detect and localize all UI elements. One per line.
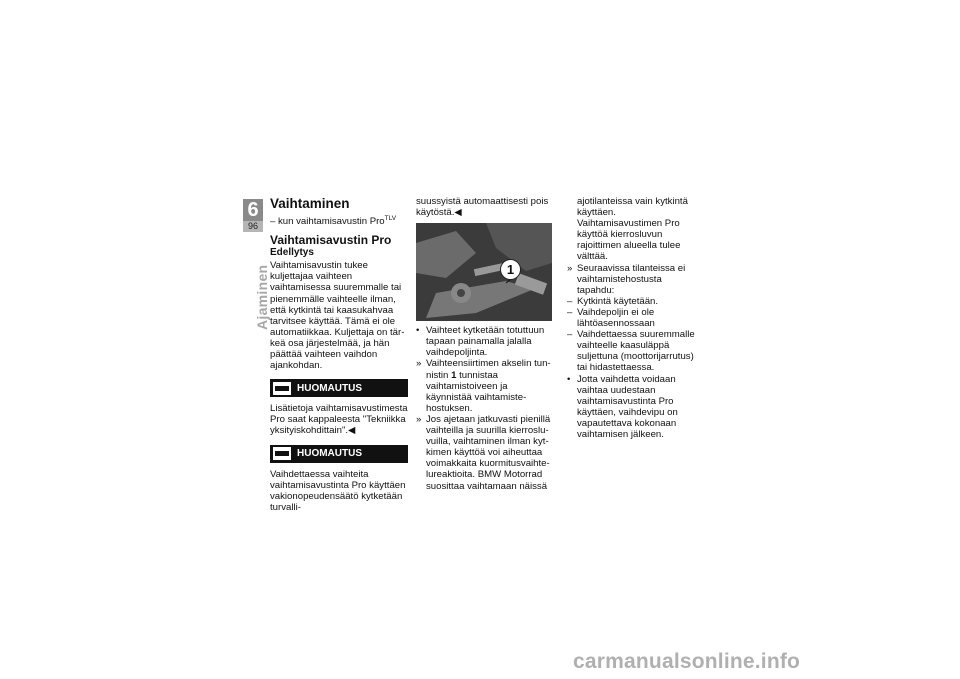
- section-label-text: Ajaminen: [254, 264, 270, 330]
- note-header-1: [270, 379, 408, 397]
- bullet-mark: –: [567, 295, 573, 307]
- bullet-mark: •: [567, 373, 571, 385]
- section-heading: Vaihtamisavustin Pro: [270, 233, 392, 248]
- watermark: carmanualsonline.info: [573, 650, 801, 673]
- callout-1: 1: [500, 259, 521, 280]
- list-item: [567, 329, 701, 373]
- list-item: [567, 296, 701, 307]
- bullet-mark: –: [567, 329, 573, 341]
- note-label: HUOMAUTUS: [297, 382, 362, 394]
- page-title: Vaihtaminen: [270, 196, 350, 211]
- column-3: [567, 196, 701, 440]
- bullet-mark: »: [416, 413, 422, 425]
- list-item-text: tunnistaa vaihtamistoiveen ja käynnistää vaihtamistehostuksen.: [426, 369, 527, 414]
- condition-line: [270, 213, 408, 227]
- list-item-text: Vaihdepoljin ei ole lähtöasennossaan: [577, 306, 655, 330]
- bullet-mark: •: [416, 325, 420, 337]
- list-item-text: Seuraavissa tilanteissa ei vaihtamistehostusta tapahdu:: [577, 262, 686, 296]
- list-item: [567, 374, 701, 441]
- list-item: [416, 325, 552, 358]
- list-item: [416, 358, 552, 413]
- body-paragraph: Vaihtamisavustin tukee kuljettajaa vaihteen vaihtamisessa suuremmalle tai pienemmälle vaihteelle ilman, että kytkintä tai kaasukahvaa tarvitsee käyttää. Tämä ei ole automatiikkaa. Kuljettaja on tärkeä osa järjestelmää, ja hän päättää vaihteen vaihdon ajankohdan.: [270, 260, 405, 372]
- list-item-text: Jotta vaihdetta voidaan vaihtaa uudestaan vaihtamisavustinta Pro käyttäen, vaihdevipu on vapautettava kokonaan vaihtamisen jälkeen.: [577, 373, 678, 440]
- shift-sensor-photo: [416, 223, 552, 321]
- note-header-2: [270, 445, 408, 463]
- condition-sup: TLV: [384, 215, 397, 222]
- list-item-text: Vaihteensiirtimen akselin tunnistin: [426, 358, 551, 381]
- note-text-1: Lisätietoja vaihtamisavustimesta Pro saat kappaleesta "Tekniikka yksityiskohdittain".◀: [270, 403, 408, 437]
- subheading: Edellytys: [270, 247, 314, 259]
- list-col2: [416, 325, 552, 491]
- list-item-text: Vaihdettaessa suuremmalle vaihteelle kaasuläppä suljettuna (moottorijarrutus) tai hidastettaessa.: [577, 329, 695, 374]
- list-item: [567, 263, 701, 296]
- bullet-mark: –: [567, 306, 573, 318]
- list-item: [416, 414, 552, 492]
- chapter-number: 6: [243, 199, 263, 221]
- list-col3: [567, 263, 701, 441]
- bullet-mark: »: [416, 358, 422, 370]
- chapter-tab: [243, 199, 263, 232]
- list-item: [567, 307, 701, 329]
- continued-text: ajotilanteissa vain kytkintä käyttäen. Vaihtamisavustimen Pro käyttöä kierrosluvun rajoittimen alueella tulee välttää.: [577, 196, 688, 263]
- continued-text: suussyistä automaattisesti pois käytöstä.◀: [416, 196, 549, 219]
- column-2: [416, 196, 552, 492]
- bullet-mark: »: [567, 262, 573, 274]
- note-label: HUOMAUTUS: [297, 447, 362, 459]
- column-1: [270, 196, 408, 513]
- note-text-2: Vaihdettaessa vaihteita vaihtamisavustinta Pro käyttäen vakionopeudensäätö kytketään turvalli-: [270, 468, 406, 513]
- page-number: 96: [243, 221, 263, 232]
- note-hand-icon: [273, 447, 291, 460]
- list-item-text: Vaihteet kytketään totuttuun tapaan painamalla jalalla vaihdepoljinta.: [426, 325, 545, 359]
- condition-text: – kun vaihtamisavustin Pro: [270, 216, 385, 228]
- list-item-text: Kytkintä käytetään.: [577, 295, 659, 307]
- list-item-bold: 1: [451, 369, 457, 381]
- list-item-text: Jos ajetaan jatkuvasti pienillä vaihteilla ja suurilla kierrosluvuilla, vaihtaminen ilman kytkimen käyttöä voi aiheuttaa voimakkaita kuormitusvaihtelureaktioita. BMW Motorrad suosittaa vaihtamaan näissä: [426, 413, 551, 492]
- photo-illustration: [416, 223, 552, 321]
- note-hand-icon: [273, 382, 291, 395]
- section-label: [242, 238, 270, 338]
